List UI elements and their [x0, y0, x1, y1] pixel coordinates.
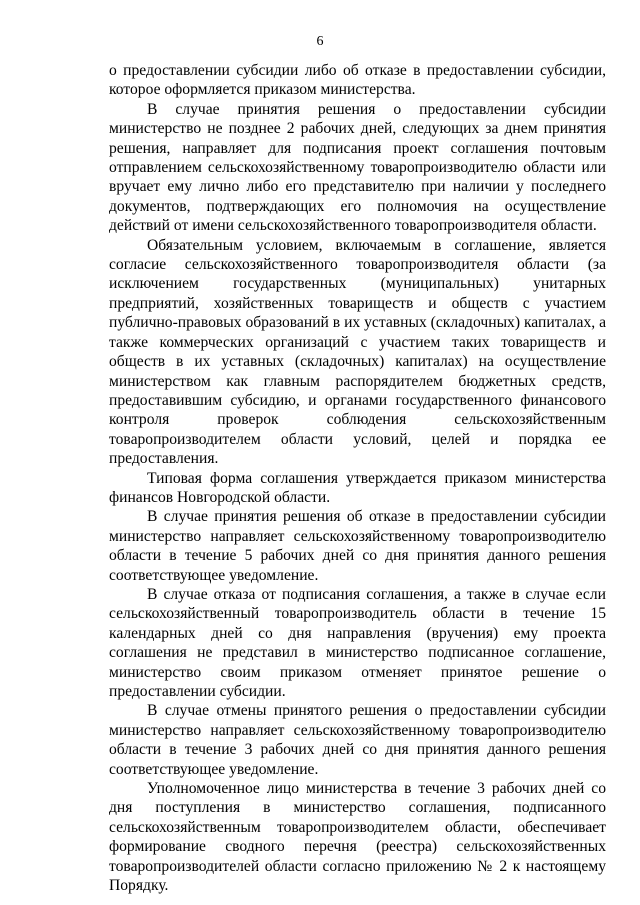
paragraph-continuation: о предоставлении субсидии либо об отказе в предоставлении субсидии, которое оформляется приказом министерства. — [109, 62, 606, 99]
paragraph: В случае отказа от подписания соглашения, а также в случае если сельскохозяйственный товаропроизводитель области в течение 15 календарных дней со дня направления (вручения) ему проекта соглашения не представил в министерство подписанное соглашение, министерство своим приказом отменяет принятое решение о предоставлении субсидии. — [109, 585, 606, 700]
paragraph: Типовая форма соглашения утверждается приказом министерства финансов Новгородской области. — [109, 469, 606, 506]
paragraph: В случае принятия решения об отказе в предоставлении субсидии министерство направляет сельскохозяйственному товаропроизводителю области в течение 5 рабочих дней со дня принятия данного решения соответствующее уведомление. — [109, 508, 606, 584]
paragraph: В случае отмены принятого решения о предоставлении субсидии министерство направляет сельскохозяйственному товаропроизводителю области в течение 3 рабочих дней со дня принятия данного решения соответствующее уведомление. — [109, 702, 606, 778]
paragraph: Уполномоченное лицо министерства в течение 3 рабочих дней со дня поступления в министерство соглашения, подписанного сельскохозяйственным товаропроизводителем области, обеспечивает формирование сводного перечня (реестра) сельскохозяйственных товаропроизводителей области согласно приложению № 2 к настоящему Порядку. — [109, 780, 606, 895]
paragraph: В случае принятия решения о предоставлении субсидии министерство не позднее 2 рабочих дней, следующих за днем принятия решения, направляет для подписания проект соглашения почтовым отправлением сельскохозяйственному товаропроизводителю области или вручает ему лично либо его представителю при наличии у последнего документов, подтверждающих его полномочия на осуществление действий от имени сельскохозяйственного товаропроизводителя области. — [109, 100, 606, 235]
paragraph: Обязательным условием, включаемым в соглашение, является согласие сельскохозяйственного товаропроизводителя области (за исключением государственных (муниципальных) унитарных предприятий, хозяйственных товариществ и обществ с участием публично-правовых образований в их уставных (складочных) капиталах, а также коммерческих организаций с участием таких товариществ и обществ в их уставных (складочных) капиталах) на осуществление министерством как главным распорядителем бюджетных средств, предоставившим субсидию, и органами государственного финансового контроля проверок соблюдения сельскохозяйственным товаропроизводителем области условий, целей и порядка ее предоставления. — [109, 236, 606, 468]
document-body — [109, 61, 606, 895]
page-number: 6 — [316, 34, 324, 49]
